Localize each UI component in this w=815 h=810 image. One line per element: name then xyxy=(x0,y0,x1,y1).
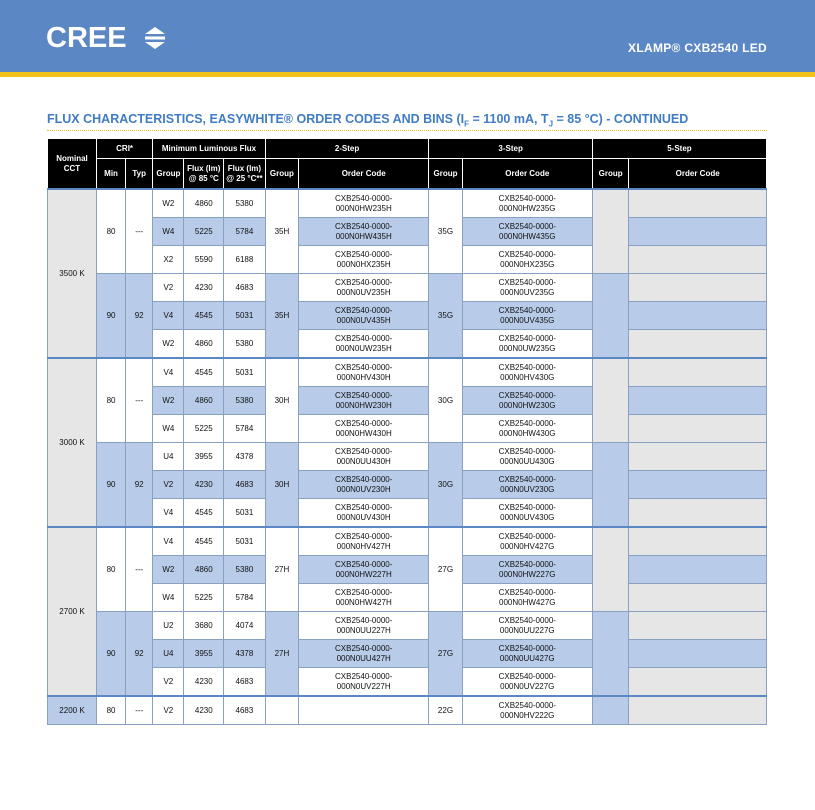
step3-order-code-cell xyxy=(462,218,592,246)
order-code-line: CXB2540-0000- xyxy=(498,531,556,541)
order-code-line: 000N0UW235G xyxy=(499,343,556,353)
table-row xyxy=(48,218,767,246)
cri-min-cell: 90 xyxy=(96,443,125,528)
order-code-line: 000N0UV235G xyxy=(500,287,555,297)
step5-order-code-cell xyxy=(629,471,767,499)
table-row xyxy=(48,612,767,640)
step5-group-cell xyxy=(592,443,628,528)
flux-group-cell: V2 xyxy=(153,274,184,302)
flux-85-cell: 4230 xyxy=(184,696,224,725)
header-cri-typ: Typ xyxy=(126,159,153,190)
step5-order-code-cell xyxy=(629,189,767,218)
step5-order-code-cell xyxy=(629,556,767,584)
step2-order-code-cell xyxy=(299,387,429,415)
flux-85-cell: 4860 xyxy=(184,556,224,584)
step5-order-code-cell xyxy=(629,499,767,528)
order-code-line: 000N0HW430G xyxy=(499,428,556,438)
order-code-line: 000N0UV430H xyxy=(336,512,391,522)
table-row xyxy=(48,443,767,471)
step2-group-cell: 35H xyxy=(265,274,298,359)
order-code-line: CXB2540-0000- xyxy=(498,362,556,372)
order-code-line: 000N0HV222G xyxy=(500,710,555,720)
order-code-line: 000N0UW235H xyxy=(335,343,392,353)
step3-group-cell: 30G xyxy=(429,443,462,528)
step5-group-cell xyxy=(592,527,628,612)
step2-order-code-cell xyxy=(299,302,429,330)
step5-order-code-cell xyxy=(629,302,767,330)
step5-order-code-cell xyxy=(629,274,767,302)
step2-order-code-cell xyxy=(299,556,429,584)
flux-25-cell: 5380 xyxy=(224,387,266,415)
flux-group-cell: V2 xyxy=(153,471,184,499)
step3-order-code-cell xyxy=(462,696,592,725)
step2-order-code-cell xyxy=(299,330,429,359)
flux-group-cell: U4 xyxy=(153,443,184,471)
step2-order-code-cell xyxy=(299,527,429,556)
step5-order-code-cell xyxy=(629,584,767,612)
step3-order-code-cell xyxy=(462,668,592,697)
order-code-line: CXB2540-0000- xyxy=(335,362,393,372)
flux-group-cell: W4 xyxy=(153,584,184,612)
step5-order-code-cell xyxy=(629,246,767,274)
header-3step-group: Group xyxy=(429,159,462,190)
table-row xyxy=(48,668,767,697)
cree-logo: CREE xyxy=(46,22,127,54)
step3-group-cell: 35G xyxy=(429,189,462,274)
order-code-line: 000N0HW227G xyxy=(499,569,556,579)
order-code-line: CXB2540-0000- xyxy=(498,615,556,625)
flux-85-cell: 4230 xyxy=(184,274,224,302)
step3-order-code-cell xyxy=(462,443,592,471)
table-row xyxy=(48,415,767,443)
step3-order-code-cell xyxy=(462,584,592,612)
order-code-line: CXB2540-0000- xyxy=(335,249,393,259)
header-flux-25: Flux (lm) @ 25 °C** xyxy=(224,159,266,190)
order-code-line: CXB2540-0000- xyxy=(335,643,393,653)
flux-25-cell: 5031 xyxy=(224,527,266,556)
flux-group-cell: V4 xyxy=(153,527,184,556)
step2-order-code-cell xyxy=(299,696,429,725)
cri-typ-cell: 92 xyxy=(126,274,153,359)
step2-group-cell: 35H xyxy=(265,189,298,274)
step5-order-code-cell xyxy=(629,696,767,725)
step5-group-cell xyxy=(592,274,628,359)
step3-order-code-cell xyxy=(462,302,592,330)
cri-typ-cell: 92 xyxy=(126,443,153,528)
flux-85-cell: 3955 xyxy=(184,443,224,471)
step3-order-code-cell xyxy=(462,556,592,584)
header-2-step: 2-Step xyxy=(265,139,429,159)
step2-group-cell xyxy=(265,696,298,725)
order-code-line: 000N0HW230G xyxy=(499,400,556,410)
flux-25-cell: 5031 xyxy=(224,302,266,330)
step2-order-code-cell xyxy=(299,443,429,471)
header-5step-order-code: Order Code xyxy=(629,159,767,190)
step3-order-code-cell xyxy=(462,415,592,443)
flux-85-cell: 4860 xyxy=(184,189,224,218)
order-code-line: 000N0HW230H xyxy=(335,400,392,410)
table-row xyxy=(48,330,767,359)
step3-order-code-cell xyxy=(462,471,592,499)
step3-order-code-cell xyxy=(462,358,592,387)
flux-85-cell: 4545 xyxy=(184,499,224,528)
header-5-step: 5-Step xyxy=(592,139,766,159)
order-code-line: CXB2540-0000- xyxy=(498,305,556,315)
table-row xyxy=(48,584,767,612)
order-code-line: 000N0HW427G xyxy=(499,597,556,607)
flux-25-cell: 5784 xyxy=(224,584,266,612)
table-row xyxy=(48,471,767,499)
flux-25-cell: 4683 xyxy=(224,696,266,725)
order-code-line: 000N0UU227H xyxy=(336,625,391,635)
step2-order-code-cell xyxy=(299,612,429,640)
cree-logo-icon xyxy=(143,24,167,52)
order-code-line: 000N0HX235H xyxy=(336,259,391,269)
step5-order-code-cell xyxy=(629,330,767,359)
flux-25-cell: 5031 xyxy=(224,499,266,528)
step3-group-cell: 27G xyxy=(429,612,462,697)
order-code-line: 000N0HW435H xyxy=(335,231,392,241)
cri-min-cell: 80 xyxy=(96,189,125,274)
order-code-line: 000N0UV435H xyxy=(336,315,391,325)
order-code-line: CXB2540-0000- xyxy=(335,221,393,231)
cri-min-cell: 80 xyxy=(96,696,125,725)
step5-order-code-cell xyxy=(629,443,767,471)
step3-group-cell: 22G xyxy=(429,696,462,725)
order-code-line: CXB2540-0000- xyxy=(498,587,556,597)
cri-typ-cell: --- xyxy=(126,527,153,612)
order-code-line: 000N0HV427H xyxy=(336,541,391,551)
step3-group-cell: 35G xyxy=(429,274,462,359)
table-row xyxy=(48,302,767,330)
step3-group-cell: 27G xyxy=(429,527,462,612)
flux-group-cell: V2 xyxy=(153,696,184,725)
step5-group-cell xyxy=(592,612,628,697)
order-code-line: CXB2540-0000- xyxy=(498,193,556,203)
order-code-line: CXB2540-0000- xyxy=(498,446,556,456)
header-nominal-cct: Nominal CCT xyxy=(48,139,97,190)
order-code-line: CXB2540-0000- xyxy=(498,390,556,400)
step5-order-code-cell xyxy=(629,218,767,246)
header-3step-order-code: Order Code xyxy=(462,159,592,190)
table-row xyxy=(48,274,767,302)
flux-group-cell: W2 xyxy=(153,189,184,218)
step2-group-cell: 30H xyxy=(265,358,298,443)
header-min-flux: Minimum Luminous Flux xyxy=(153,139,266,159)
order-code-line: CXB2540-0000- xyxy=(498,249,556,259)
order-code-line: 000N0UV230H xyxy=(336,484,391,494)
cri-min-cell: 80 xyxy=(96,358,125,443)
flux-85-cell: 5225 xyxy=(184,584,224,612)
table-row xyxy=(48,499,767,528)
order-code-line: 000N0HW227H xyxy=(335,569,392,579)
order-code-line: 000N0HV427G xyxy=(500,541,555,551)
order-code-line: CXB2540-0000- xyxy=(498,502,556,512)
flux-group-cell: X2 xyxy=(153,246,184,274)
flux-85-cell: 4860 xyxy=(184,387,224,415)
cct-cell: 3500 K xyxy=(48,189,97,358)
order-code-line: 000N0HW427H xyxy=(335,597,392,607)
flux-25-cell: 5380 xyxy=(224,189,266,218)
order-code-line: CXB2540-0000- xyxy=(498,671,556,681)
header-2step-group: Group xyxy=(265,159,298,190)
table-row xyxy=(48,640,767,668)
order-code-line: 000N0HW430H xyxy=(335,428,392,438)
step5-group-cell xyxy=(592,696,628,725)
order-code-line: CXB2540-0000- xyxy=(335,277,393,287)
step3-order-code-cell xyxy=(462,274,592,302)
step2-order-code-cell xyxy=(299,471,429,499)
step2-order-code-cell xyxy=(299,584,429,612)
flux-group-cell: W4 xyxy=(153,415,184,443)
cri-typ-cell: --- xyxy=(126,358,153,443)
flux-table xyxy=(47,138,767,725)
flux-25-cell: 4683 xyxy=(224,274,266,302)
flux-group-cell: U2 xyxy=(153,612,184,640)
order-code-line: CXB2540-0000- xyxy=(335,446,393,456)
cri-min-cell: 80 xyxy=(96,527,125,612)
step5-group-cell xyxy=(592,189,628,274)
step5-order-code-cell xyxy=(629,612,767,640)
flux-85-cell: 5225 xyxy=(184,218,224,246)
order-code-line: 000N0HV430G xyxy=(500,372,555,382)
order-code-line: 000N0UV235H xyxy=(336,287,391,297)
flux-85-cell: 5225 xyxy=(184,415,224,443)
flux-group-cell: W4 xyxy=(153,218,184,246)
flux-25-cell: 5380 xyxy=(224,330,266,359)
flux-25-cell: 5784 xyxy=(224,415,266,443)
step5-order-code-cell xyxy=(629,668,767,697)
step2-group-cell: 30H xyxy=(265,443,298,528)
cct-cell: 2700 K xyxy=(48,527,97,696)
order-code-line: 000N0UU427G xyxy=(499,653,555,663)
flux-85-cell: 4230 xyxy=(184,668,224,697)
flux-group-cell: V4 xyxy=(153,358,184,387)
header-5step-group: Group xyxy=(592,159,628,190)
header-cri-min: Min xyxy=(96,159,125,190)
header-stripe xyxy=(0,72,815,77)
flux-85-cell: 4545 xyxy=(184,358,224,387)
flux-group-cell: W2 xyxy=(153,330,184,359)
header-flux-group: Group xyxy=(153,159,184,190)
order-code-line: 000N0UV227G xyxy=(500,681,555,691)
step2-group-cell: 27H xyxy=(265,527,298,612)
order-code-line: CXB2540-0000- xyxy=(335,531,393,541)
order-code-line: 000N0UV230G xyxy=(500,484,555,494)
step3-order-code-cell xyxy=(462,612,592,640)
order-code-line: CXB2540-0000- xyxy=(498,643,556,653)
table-row xyxy=(48,387,767,415)
flux-25-cell: 4378 xyxy=(224,640,266,668)
step2-order-code-cell xyxy=(299,246,429,274)
header-flux-85: Flux (lm) @ 85 °C xyxy=(184,159,224,190)
step5-order-code-cell xyxy=(629,415,767,443)
step2-order-code-cell xyxy=(299,274,429,302)
flux-85-cell: 4860 xyxy=(184,330,224,359)
order-code-line: CXB2540-0000- xyxy=(335,615,393,625)
order-code-line: CXB2540-0000- xyxy=(335,502,393,512)
order-code-line: CXB2540-0000- xyxy=(498,418,556,428)
order-code-line: CXB2540-0000- xyxy=(335,390,393,400)
step3-order-code-cell xyxy=(462,189,592,218)
step2-order-code-cell xyxy=(299,640,429,668)
order-code-line: 000N0HW235G xyxy=(499,203,556,213)
flux-25-cell: 6188 xyxy=(224,246,266,274)
flux-25-cell: 4683 xyxy=(224,668,266,697)
order-code-line: CXB2540-0000- xyxy=(335,671,393,681)
step3-order-code-cell xyxy=(462,640,592,668)
order-code-line: 000N0HV430H xyxy=(336,372,391,382)
order-code-line: CXB2540-0000- xyxy=(498,559,556,569)
order-code-line: CXB2540-0000- xyxy=(498,700,556,710)
order-code-line: CXB2540-0000- xyxy=(498,221,556,231)
order-code-line: 000N0UU430G xyxy=(499,456,555,466)
table-row xyxy=(48,189,767,218)
order-code-line: CXB2540-0000- xyxy=(335,305,393,315)
flux-25-cell: 5380 xyxy=(224,556,266,584)
cct-cell: 2200 K xyxy=(48,696,97,725)
step5-group-cell xyxy=(592,358,628,443)
step5-order-code-cell xyxy=(629,640,767,668)
order-code-line: CXB2540-0000- xyxy=(498,277,556,287)
step3-order-code-cell xyxy=(462,330,592,359)
step3-order-code-cell xyxy=(462,246,592,274)
step5-order-code-cell xyxy=(629,527,767,556)
order-code-line: CXB2540-0000- xyxy=(335,418,393,428)
flux-group-cell: W2 xyxy=(153,387,184,415)
order-code-line: CXB2540-0000- xyxy=(335,559,393,569)
order-code-line: CXB2540-0000- xyxy=(498,474,556,484)
order-code-line: 000N0HW235H xyxy=(335,203,392,213)
cri-min-cell: 90 xyxy=(96,612,125,697)
flux-85-cell: 4545 xyxy=(184,302,224,330)
flux-group-cell: W2 xyxy=(153,556,184,584)
order-code-line: 000N0UU427H xyxy=(336,653,391,663)
flux-85-cell: 4545 xyxy=(184,527,224,556)
order-code-line: 000N0UU430H xyxy=(336,456,391,466)
order-code-line: 000N0UV435G xyxy=(500,315,555,325)
flux-85-cell: 3680 xyxy=(184,612,224,640)
flux-85-cell: 3955 xyxy=(184,640,224,668)
flux-25-cell: 5031 xyxy=(224,358,266,387)
step3-group-cell: 30G xyxy=(429,358,462,443)
order-code-line: 000N0UV430G xyxy=(500,512,555,522)
step2-order-code-cell xyxy=(299,189,429,218)
step2-order-code-cell xyxy=(299,499,429,528)
step3-order-code-cell xyxy=(462,527,592,556)
table-row xyxy=(48,527,767,556)
step5-order-code-cell xyxy=(629,387,767,415)
cri-typ-cell: 92 xyxy=(126,612,153,697)
order-code-line: CXB2540-0000- xyxy=(335,587,393,597)
order-code-line: CXB2540-0000- xyxy=(335,474,393,484)
order-code-line: 000N0UU227G xyxy=(499,625,555,635)
order-code-line: 000N0HX235G xyxy=(500,259,555,269)
cri-min-cell: 90 xyxy=(96,274,125,359)
table-row xyxy=(48,696,767,725)
header-2step-order-code: Order Code xyxy=(299,159,429,190)
step2-order-code-cell xyxy=(299,668,429,697)
cri-typ-cell: --- xyxy=(126,696,153,725)
flux-25-cell: 4683 xyxy=(224,471,266,499)
section-title: FLUX CHARACTERISTICS, EASYWHITE® ORDER CODES AND BINS ($I_F = 1100$ mA, $T_J = 85$ °C) - CONTINUED xyxy=(47,112,689,129)
flux-85-cell: 5590 xyxy=(184,246,224,274)
table-row xyxy=(48,556,767,584)
flux-group-cell: V2 xyxy=(153,668,184,697)
cri-typ-cell: --- xyxy=(126,189,153,274)
flux-25-cell: 4378 xyxy=(224,443,266,471)
step3-order-code-cell xyxy=(462,387,592,415)
order-code-line: 000N0UV227H xyxy=(336,681,391,691)
flux-85-cell: 4230 xyxy=(184,471,224,499)
flux-group-cell: V4 xyxy=(153,499,184,528)
flux-25-cell: 4074 xyxy=(224,612,266,640)
table-row xyxy=(48,358,767,387)
document-title: XLAMP® CXB2540 LED xyxy=(628,41,767,55)
header-3-step: 3-Step xyxy=(429,139,593,159)
step5-order-code-cell xyxy=(629,358,767,387)
flux-group-cell: U4 xyxy=(153,640,184,668)
step2-group-cell: 27H xyxy=(265,612,298,697)
order-code-line: 000N0HW435G xyxy=(499,231,556,241)
step2-order-code-cell xyxy=(299,358,429,387)
flux-group-cell: V4 xyxy=(153,302,184,330)
flux-25-cell: 5784 xyxy=(224,218,266,246)
order-code-line: CXB2540-0000- xyxy=(498,333,556,343)
step2-order-code-cell xyxy=(299,415,429,443)
step2-order-code-cell xyxy=(299,218,429,246)
cct-cell: 3000 K xyxy=(48,358,97,527)
title-underline xyxy=(47,130,767,131)
order-code-line: CXB2540-0000- xyxy=(335,193,393,203)
header-cri: CRI* xyxy=(96,139,152,159)
step3-order-code-cell xyxy=(462,499,592,528)
table-row xyxy=(48,246,767,274)
order-code-line: CXB2540-0000- xyxy=(335,333,393,343)
